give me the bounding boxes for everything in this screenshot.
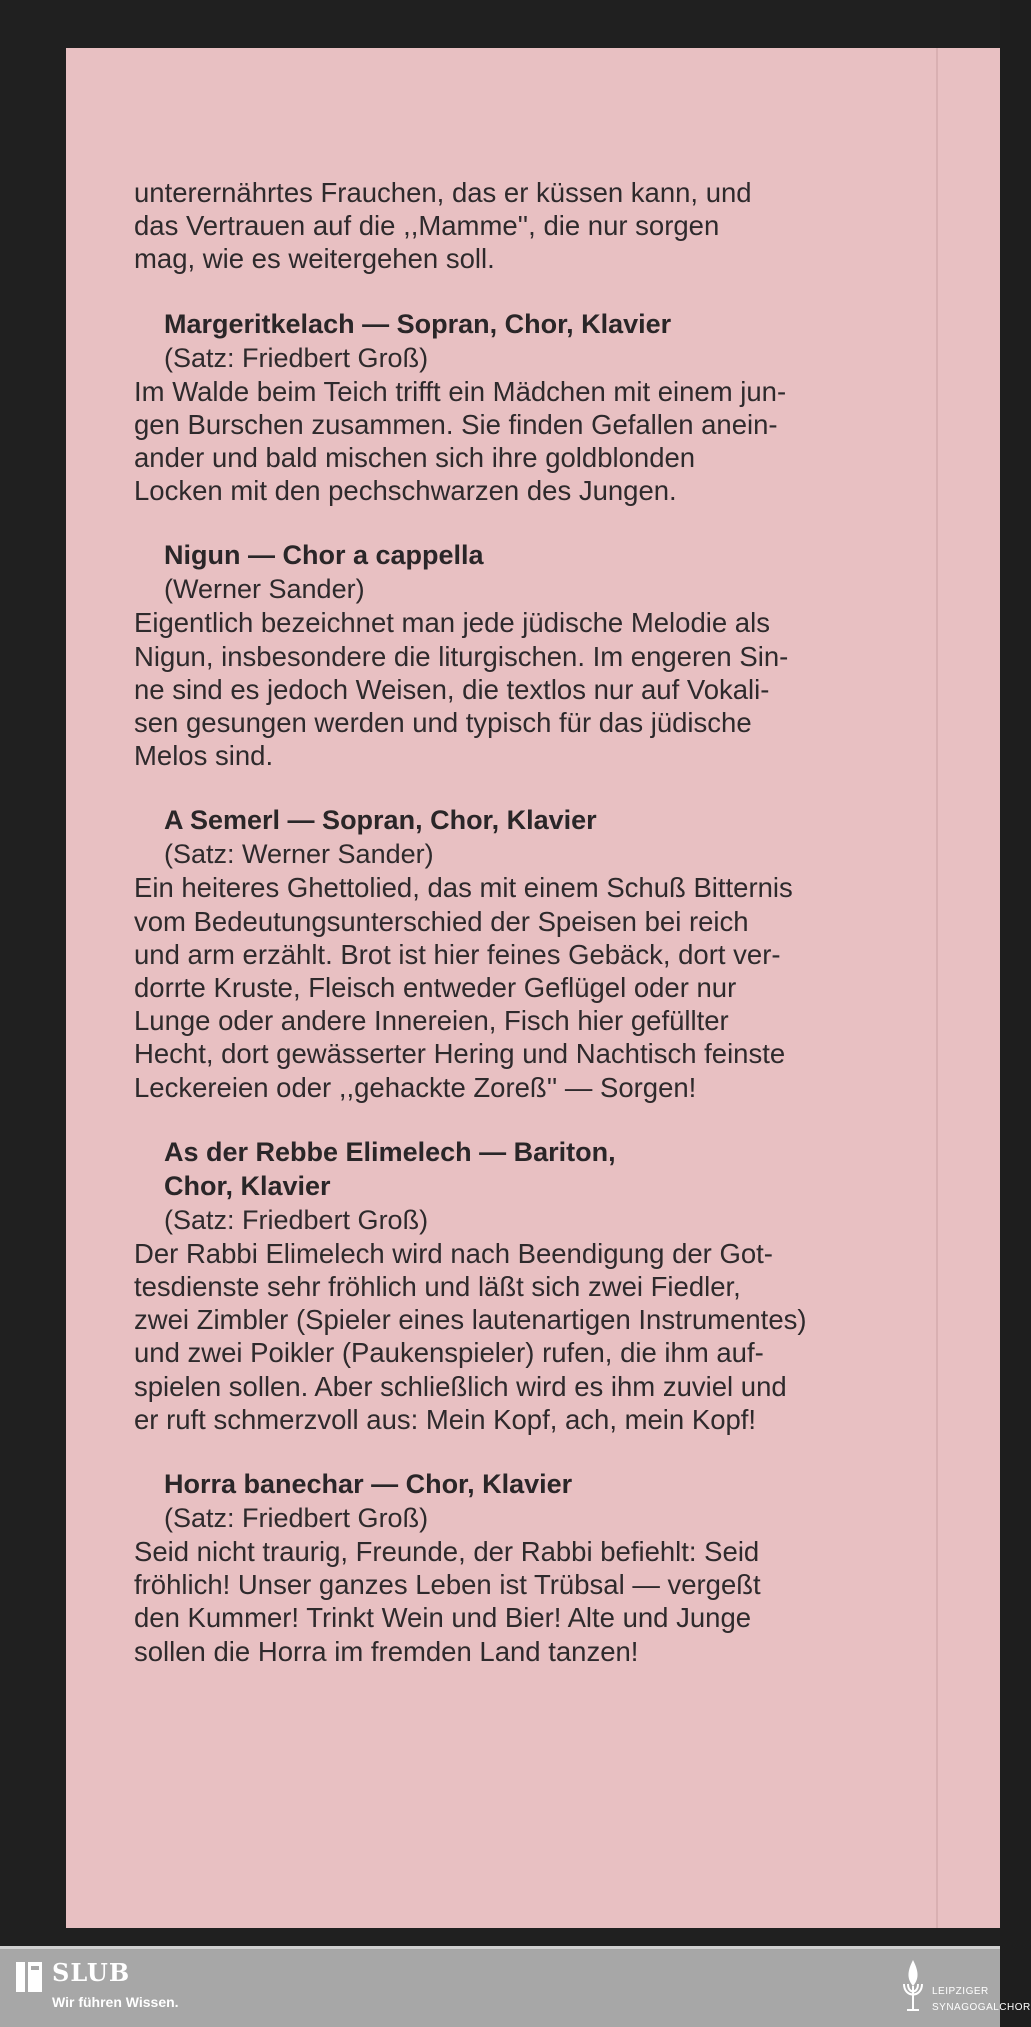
song-credit: (Satz: Friedbert Groß) (164, 342, 429, 373)
song-entry-as-der-rebbe-elimelech (134, 1135, 864, 1436)
song-title: Margeritkelach — Sopran, Chor, Klavier (164, 308, 672, 339)
song-entry-horra-banechar (134, 1467, 864, 1668)
song-credit: (Werner Sander) (164, 574, 365, 605)
choir-logo-line1: LEIPZIGER (932, 1986, 989, 1997)
song-title: Horra banechar — Chor, Klavier (164, 1469, 573, 1500)
program-text (134, 176, 864, 1668)
song-description: Ein heiteres Ghettolied, das mit einem Schuß Bitternis vom Bedeutungsunterschied der Speisen bei reich und arm erzählt. Brot ist hier feines Gebäck, dort ver- dorrte Kruste, Fleisch entweder Geflügel oder nur Lunge oder andere Innereien, Fisch hier gefüllter Hecht, dort gewässerter Hering und Nachtisch feinste Leckereien oder ,,gehackte Zoreß'' — Sorgen! (134, 872, 793, 1103)
slub-book-icon[interactable] (14, 1960, 44, 1994)
song-credit: (Satz: Friedbert Groß) (164, 1503, 429, 1534)
library-name[interactable]: SLUB (52, 1958, 131, 1987)
song-entry-nigun (134, 538, 864, 772)
song-description: Eigentlich bezeichnet man jede jüdische Melodie als Nigun, insbesondere die liturgischen. Im engeren Sin- ne sind es jedoch Weisen, die textlos nur auf Vokali- sen gesungen werden und typisch für das jüdische Melos sind. (134, 607, 789, 772)
song-title: A Semerl — Sopran, Chor, Klavier (164, 805, 597, 836)
song-credit: (Satz: Werner Sander) (164, 839, 434, 870)
viewer-footer-bar (0, 1946, 1031, 2027)
intro-paragraph: unterernährtes Frauchen, das er küssen kann, und das Vertrauen auf die ,,Mamme'', die nur sorgen mag, wie es weitergehen soll. (134, 177, 752, 275)
footer-divider (0, 1946, 1000, 1949)
song-credit: (Satz: Friedbert Groß) (164, 1204, 429, 1235)
song-description: Der Rabbi Elimelech wird nach Beendigung der Got- tesdienste sehr fröhlich und läßt sich zwei Fiedler, zwei Zimbler (Spieler eines lautenartigen Instrumentes) und zwei Poikler (Paukenspieler) rufen, die ihm auf- spielen sollen. Aber schließlich wird es ihm zuviel und er ruft schmerzvoll aus: Mein Kopf, ach, mein Kopf! (134, 1237, 807, 1435)
song-entry-margeritkelach (134, 307, 864, 508)
song-description: Im Walde beim Teich trifft ein Mädchen mit einem jun- gen Burschen zusammen. Sie finden Gefallen anein- ander und bald mischen sich ihre goldblonden Locken mit den pechschwarzen des Jungen. (134, 375, 787, 507)
menorah-flame-icon (898, 1956, 928, 2016)
page-fold-line (936, 48, 938, 1928)
song-title: As der Rebbe Elimelech — Bariton, Chor, Klavier (164, 1136, 616, 1201)
song-title: Nigun — Chor a cappella (164, 540, 484, 571)
library-tagline: Wir führen Wissen. (52, 1994, 179, 2010)
song-entry-a-semerl (134, 803, 864, 1103)
song-description: Seid nicht traurig, Freunde, der Rabbi befiehlt: Seid fröhlich! Unser ganzes Leben ist Trübsal — vergeßt den Kummer! Trinkt Wein und Bier! Alte und Junge sollen die Horra im fremden Land tanzen! (134, 1536, 761, 1667)
choir-logo-line2: SYNAGOGALCHOR (932, 2002, 1031, 2013)
